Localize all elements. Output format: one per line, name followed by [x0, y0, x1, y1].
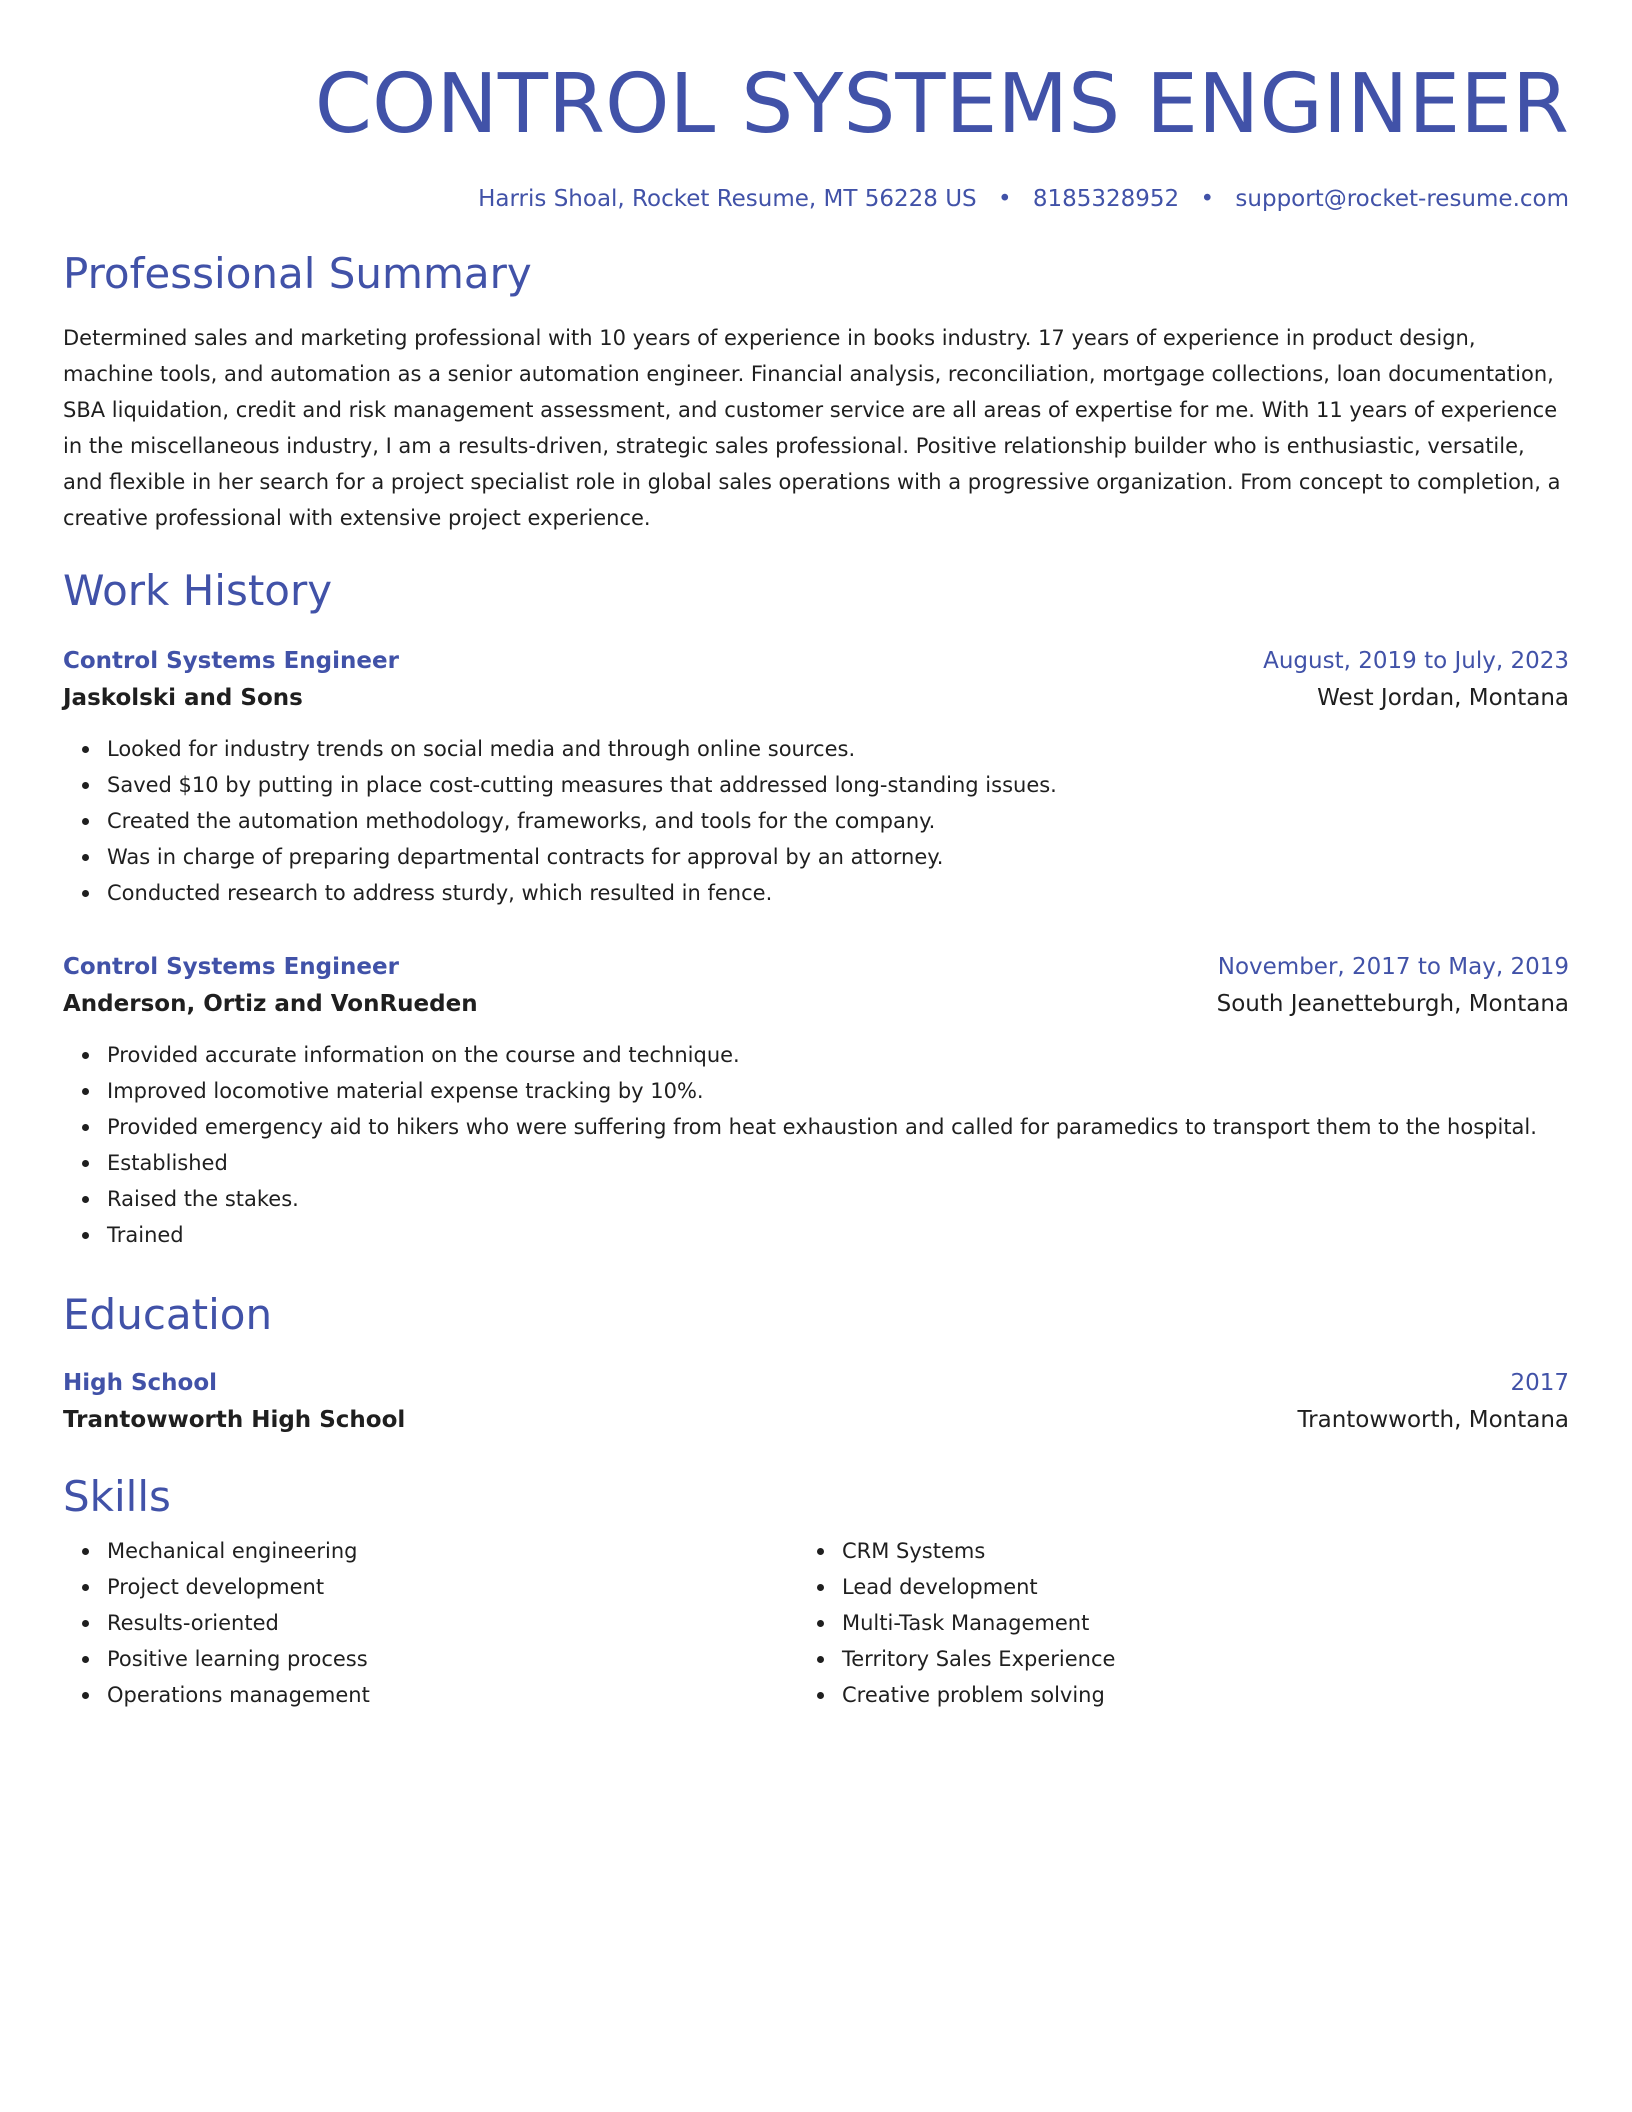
resume-title: CONTROL SYSTEMS ENGINEER: [314, 57, 1569, 152]
bullet-text: Established: [107, 1151, 228, 1175]
job-dates: November, 2017 to May, 2019: [1217, 954, 1569, 980]
skill-text: Lead development: [842, 1575, 1038, 1599]
contact-email: support@rocket-resume.com: [1235, 186, 1569, 212]
skills-column-right: [798, 1533, 1533, 1713]
bullet-item: [107, 1145, 1569, 1181]
bullet-text: Provided emergency aid to hikers who were suffering from heat exhaustion and called for paramedics to transport them to the hospital.: [107, 1115, 1537, 1139]
bullet-icon: [817, 1692, 824, 1699]
skill-text: Project development: [107, 1575, 325, 1599]
job-title: Control Systems Engineer: [63, 648, 399, 674]
bullet-icon: [82, 818, 89, 825]
contact-line: [63, 182, 1569, 216]
bullet-item: [107, 1217, 1569, 1253]
job-bullets: [63, 1037, 1569, 1253]
skill-text: Operations management: [107, 1683, 370, 1707]
skill-item: [842, 1569, 1533, 1605]
bullet-text: Trained: [107, 1223, 184, 1247]
job-location: South Jeanetteburgh, Montana: [1216, 991, 1569, 1017]
bullet-icon: [817, 1584, 824, 1591]
bullet-text: Looked for industry trends on social media and through online sources.: [107, 737, 856, 761]
bullet-icon: [82, 746, 89, 753]
education-year: 2017: [1510, 1370, 1569, 1396]
bullet-text: Provided accurate information on the course and technique.: [107, 1043, 740, 1067]
education-entry: [63, 1365, 1569, 1439]
bullet-item: [107, 875, 1569, 911]
skill-text: Results-oriented: [107, 1611, 279, 1635]
bullet-text: Conducted research to address sturdy, which resulted in fence.: [107, 881, 773, 905]
bullet-icon: [817, 1656, 824, 1663]
skills-list: [63, 1533, 1569, 1713]
bullet-icon: [817, 1548, 824, 1555]
skill-item: [842, 1641, 1533, 1677]
job-location: West Jordan, Montana: [1317, 685, 1569, 711]
skill-item: [107, 1677, 798, 1713]
skill-text: Positive learning process: [107, 1647, 368, 1671]
bullet-icon: [82, 1052, 89, 1059]
bullet-icon: [82, 890, 89, 897]
skill-item: [107, 1533, 798, 1569]
education-degree: High School: [63, 1370, 218, 1396]
bullet-item: [107, 1073, 1569, 1109]
bullet-item: [107, 839, 1569, 875]
bullet-icon: [82, 1548, 89, 1555]
education-location: Trantowworth, Montana: [1297, 1407, 1569, 1433]
bullet-item: [107, 1109, 1569, 1145]
bullet-item: [107, 803, 1569, 839]
contact-separator: •: [997, 186, 1012, 212]
education-school: Trantowworth High School: [63, 1407, 406, 1433]
job-entry: [63, 949, 1569, 1253]
skill-text: Territory Sales Experience: [842, 1647, 1116, 1671]
summary-heading: Professional Summary: [63, 249, 532, 298]
bullet-icon: [82, 1160, 89, 1167]
bullet-text: Saved $10 by putting in place cost-cutting measures that addressed long-standing issues.: [107, 773, 1057, 797]
job-bullets: [63, 731, 1569, 911]
bullet-text: Was in charge of preparing departmental contracts for approval by an attorney.: [107, 845, 944, 869]
bullet-item: [107, 1037, 1569, 1073]
skill-text: Creative problem solving: [842, 1683, 1105, 1707]
education-heading: Education: [63, 1290, 273, 1339]
contact-address: Harris Shoal, Rocket Resume, MT 56228 US: [478, 186, 977, 212]
contact-phone: 8185328952: [1032, 186, 1180, 212]
bullet-icon: [82, 782, 89, 789]
skill-item: [842, 1605, 1533, 1641]
bullet-icon: [82, 1196, 89, 1203]
job-company: Anderson, Ortiz and VonRueden: [63, 991, 478, 1017]
summary-text: Determined sales and marketing professional with 10 years of experience in books industry. 17 years of experience in product design, machine tools, and automation as a senior automation engineer. Financial analysis, reconciliation, mortgage collections, loan documentation, SBA liquidation, credit and risk management assessment, and customer service are all areas of expertise for me. With 11 years of experience in the miscellaneous industry, I am a results-driven, strategic sales professional. Positive relationship builder who is enthusiastic, versatile, and flexible in her search for a project specialist role in global sales operations with a progressive organization. From concept to completion, a creative professional with extensive project experience.: [63, 326, 1561, 530]
bullet-icon: [82, 1584, 89, 1591]
bullet-icon: [82, 854, 89, 861]
job-company: Jaskolski and Sons: [63, 685, 303, 711]
bullet-text: Raised the stakes.: [107, 1187, 299, 1211]
job-title: Control Systems Engineer: [63, 954, 399, 980]
bullet-icon: [82, 1088, 89, 1095]
contact-separator: •: [1200, 186, 1215, 212]
bullet-item: [107, 1181, 1569, 1217]
bullet-icon: [82, 1232, 89, 1239]
skill-text: Mechanical engineering: [107, 1539, 358, 1563]
bullet-item: [107, 767, 1569, 803]
skill-item: [107, 1641, 798, 1677]
bullet-text: Created the automation methodology, frameworks, and tools for the company.: [107, 809, 936, 833]
bullet-icon: [82, 1692, 89, 1699]
skill-text: CRM Systems: [842, 1539, 986, 1563]
bullet-item: [107, 731, 1569, 767]
job-entry: [63, 643, 1569, 911]
bullet-icon: [82, 1124, 89, 1131]
bullet-text: Improved locomotive material expense tracking by 10%.: [107, 1079, 704, 1103]
skill-item: [107, 1569, 798, 1605]
skill-text: Multi-Task Management: [842, 1611, 1090, 1635]
skills-column-left: [63, 1533, 798, 1713]
skills-heading: Skills: [63, 1472, 171, 1521]
job-dates: August, 2019 to July, 2023: [1263, 648, 1569, 674]
skill-item: [842, 1533, 1533, 1569]
work-history-heading: Work History: [63, 566, 333, 615]
bullet-icon: [817, 1620, 824, 1627]
bullet-icon: [82, 1656, 89, 1663]
skill-item: [107, 1605, 798, 1641]
skill-item: [842, 1677, 1533, 1713]
bullet-icon: [82, 1620, 89, 1627]
